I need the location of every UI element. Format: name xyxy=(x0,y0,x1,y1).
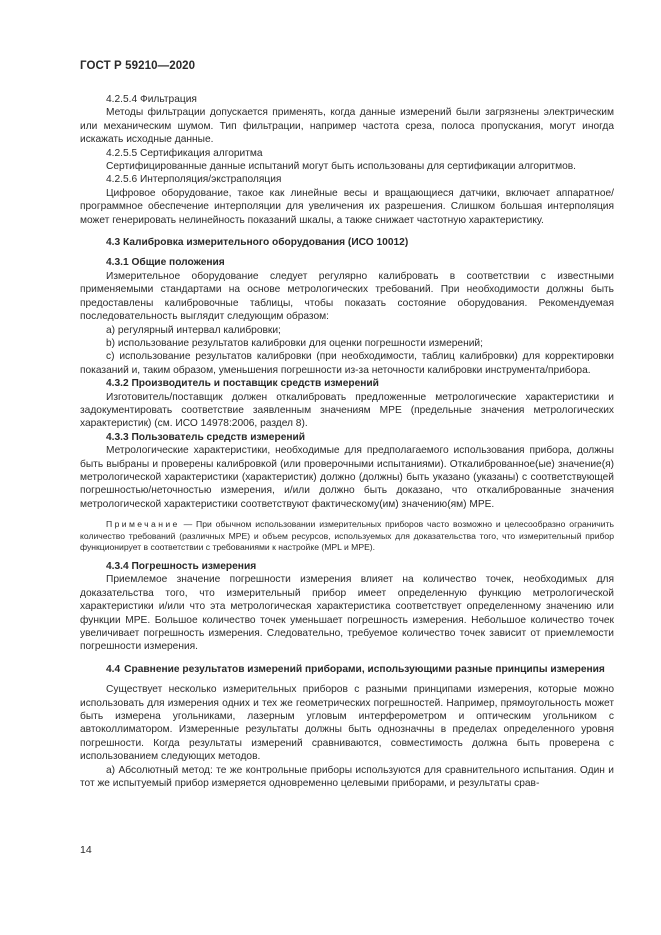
clause-4-3-3-title: 4.3.3 Пользователь средств измерений xyxy=(106,431,306,443)
clause-4-2-5-6-text: Цифровое оборудование, такое как линейные весы и вращающиеся датчики, включает аппаратное/программное обеспечение интерполяции для увеличения их разрешения. Слишком большая интерполяция может генерировать нелинейность показаний шкалы, а также снижает частотную характеристику. xyxy=(80,187,614,226)
page-content xyxy=(80,93,614,790)
clause-4-2-5-4-title: 4.2.5.4 Фильтрация xyxy=(106,94,197,105)
clause-4-3-2-title: 4.3.2 Производитель и поставщик средств измерений xyxy=(106,378,379,390)
clause-4-3-2-text: Изготовитель/поставщик должен откалибровать предложенные метрологические характеристики и задокументировать соответствие заявленным значениям МРЕ (предельные значения метрологических характеристик) (см. ИСО 14978:2006, раздел 8). xyxy=(80,391,614,430)
standard-header: ГОСТ Р 59210—2020 xyxy=(80,60,196,72)
list-item-a: a) регулярный интервал калибровки; xyxy=(106,324,281,336)
clause-4-3-4-text: Приемлемое значение погрешности измерения влияет на количество точек, необходимых для доказательства того, что измерительный прибор имеет определенную функцию метрологической характеристики и/или что эта метрологическая характеристика соответствует определенному значению или функции МРЕ. Большое количество точек уменьшает погрешность измерения. Небольшое количество точек увеличивает погрешность измерения. Следовательно, требуемое количество точек зависит от приемлемости погрешности измерения. xyxy=(80,574,614,653)
section-4-4-title: Сравнение результатов измерений приборами, использующими разные принципы измерения xyxy=(124,663,605,675)
clause-4-3-4-title: 4.3.4 Погрешность измерения xyxy=(106,560,257,572)
note-text: — При обычном использовании измерительных приборов часто возможно и целесообразно ограничить количество требований (различных МРЕ) и объем ресурсов, используемых для доказательства того, что измерительный прибор функционирует в соответствии с требованиями к настройке (MPL и МРЕ). xyxy=(80,519,614,553)
section-4-4-item-a: a) Абсолютный метод: те же контрольные приборы используются для сравнительного испытания. Один и тот же испытуемый прибор измеряется одновременно целевыми приборами, и результаты срав- xyxy=(80,764,614,790)
note xyxy=(80,519,614,554)
clause-4-3-1-title: 4.3.1 Общие положения xyxy=(106,257,225,269)
section-4-4-heading xyxy=(80,663,614,676)
list-item-c: c) использование результатов калибровки (при необходимости, таблиц калибровки) для корректировки показаний и, таким образом, уменьшения погрешности из-за неточности калибровки инструмента/прибора. xyxy=(80,351,614,376)
note-label: Примечание xyxy=(106,519,180,530)
section-4-3-title: 4.3 Калибровка измерительного оборудования (ИСО 10012) xyxy=(106,237,409,249)
clause-4-2-5-5-text: Сертифицированные данные испытаний могут быть использованы для сертификации алгоритмов. xyxy=(106,161,577,173)
clause-4-2-5-6-title: 4.2.5.6 Интерполяция/экстраполяция xyxy=(106,174,282,186)
clause-4-2-5-5-title: 4.2.5.5 Сертификация алгоритма xyxy=(106,147,263,159)
section-4-4-text: Существует несколько измерительных приборов с разными принципами измерения, которые можно использовать для измерения одних и тех же геометрических погрешностей. Например, прямоугольность может быть измерена угольниками, лазерным угловым интерферометром и оптическим угольником с автоколлиматором. Измеренные результаты должны быть однозначны в пределах определенного уровня погрешности. Когда результаты измерений сравниваются, совместимость должна быть проверена с использованием следующих методов. xyxy=(80,684,614,763)
clause-4-3-1-text: Измерительное оборудование следует регулярно калибровать в соответствии с известными применяемыми стандартами на основе метрологических требований. При необходимости должны быть предоставлены калибровочные таблицы, чтобы показать состояние оборудования. Рекомендуемая последовательность выглядит следующим образом: xyxy=(80,270,614,323)
section-4-4-number: 4.4 xyxy=(106,663,121,675)
clause-4-3-3-text: Метрологические характеристики, необходимые для предполагаемого использования прибора, должны быть выбраны и проверены калибровкой (или проверочными испытаниями). Откалиброванное(ые) значение(я) метрологической характеристики (характеристик) должно (должны) быть указано (указаны) с соответствующей погрешностью/неточностью измерения, и/или должно быть доказано, что откалиброванные значения метрологической характеристики соответствуют фактическому(им) значению(ям) МРЕ. xyxy=(80,445,614,510)
list-item-b: b) использование результатов калибровки для оценки погрешности измерений; xyxy=(106,337,483,349)
clause-4-2-5-4-text: Методы фильтрации допускается применять, когда данные измерений были загрязнены электрическим или механическим шумом. Тип фильтрации, например частота среза, полоса пропускания, могут иногда искажать исходные данные. xyxy=(80,107,614,146)
page-number: 14 xyxy=(80,844,92,856)
